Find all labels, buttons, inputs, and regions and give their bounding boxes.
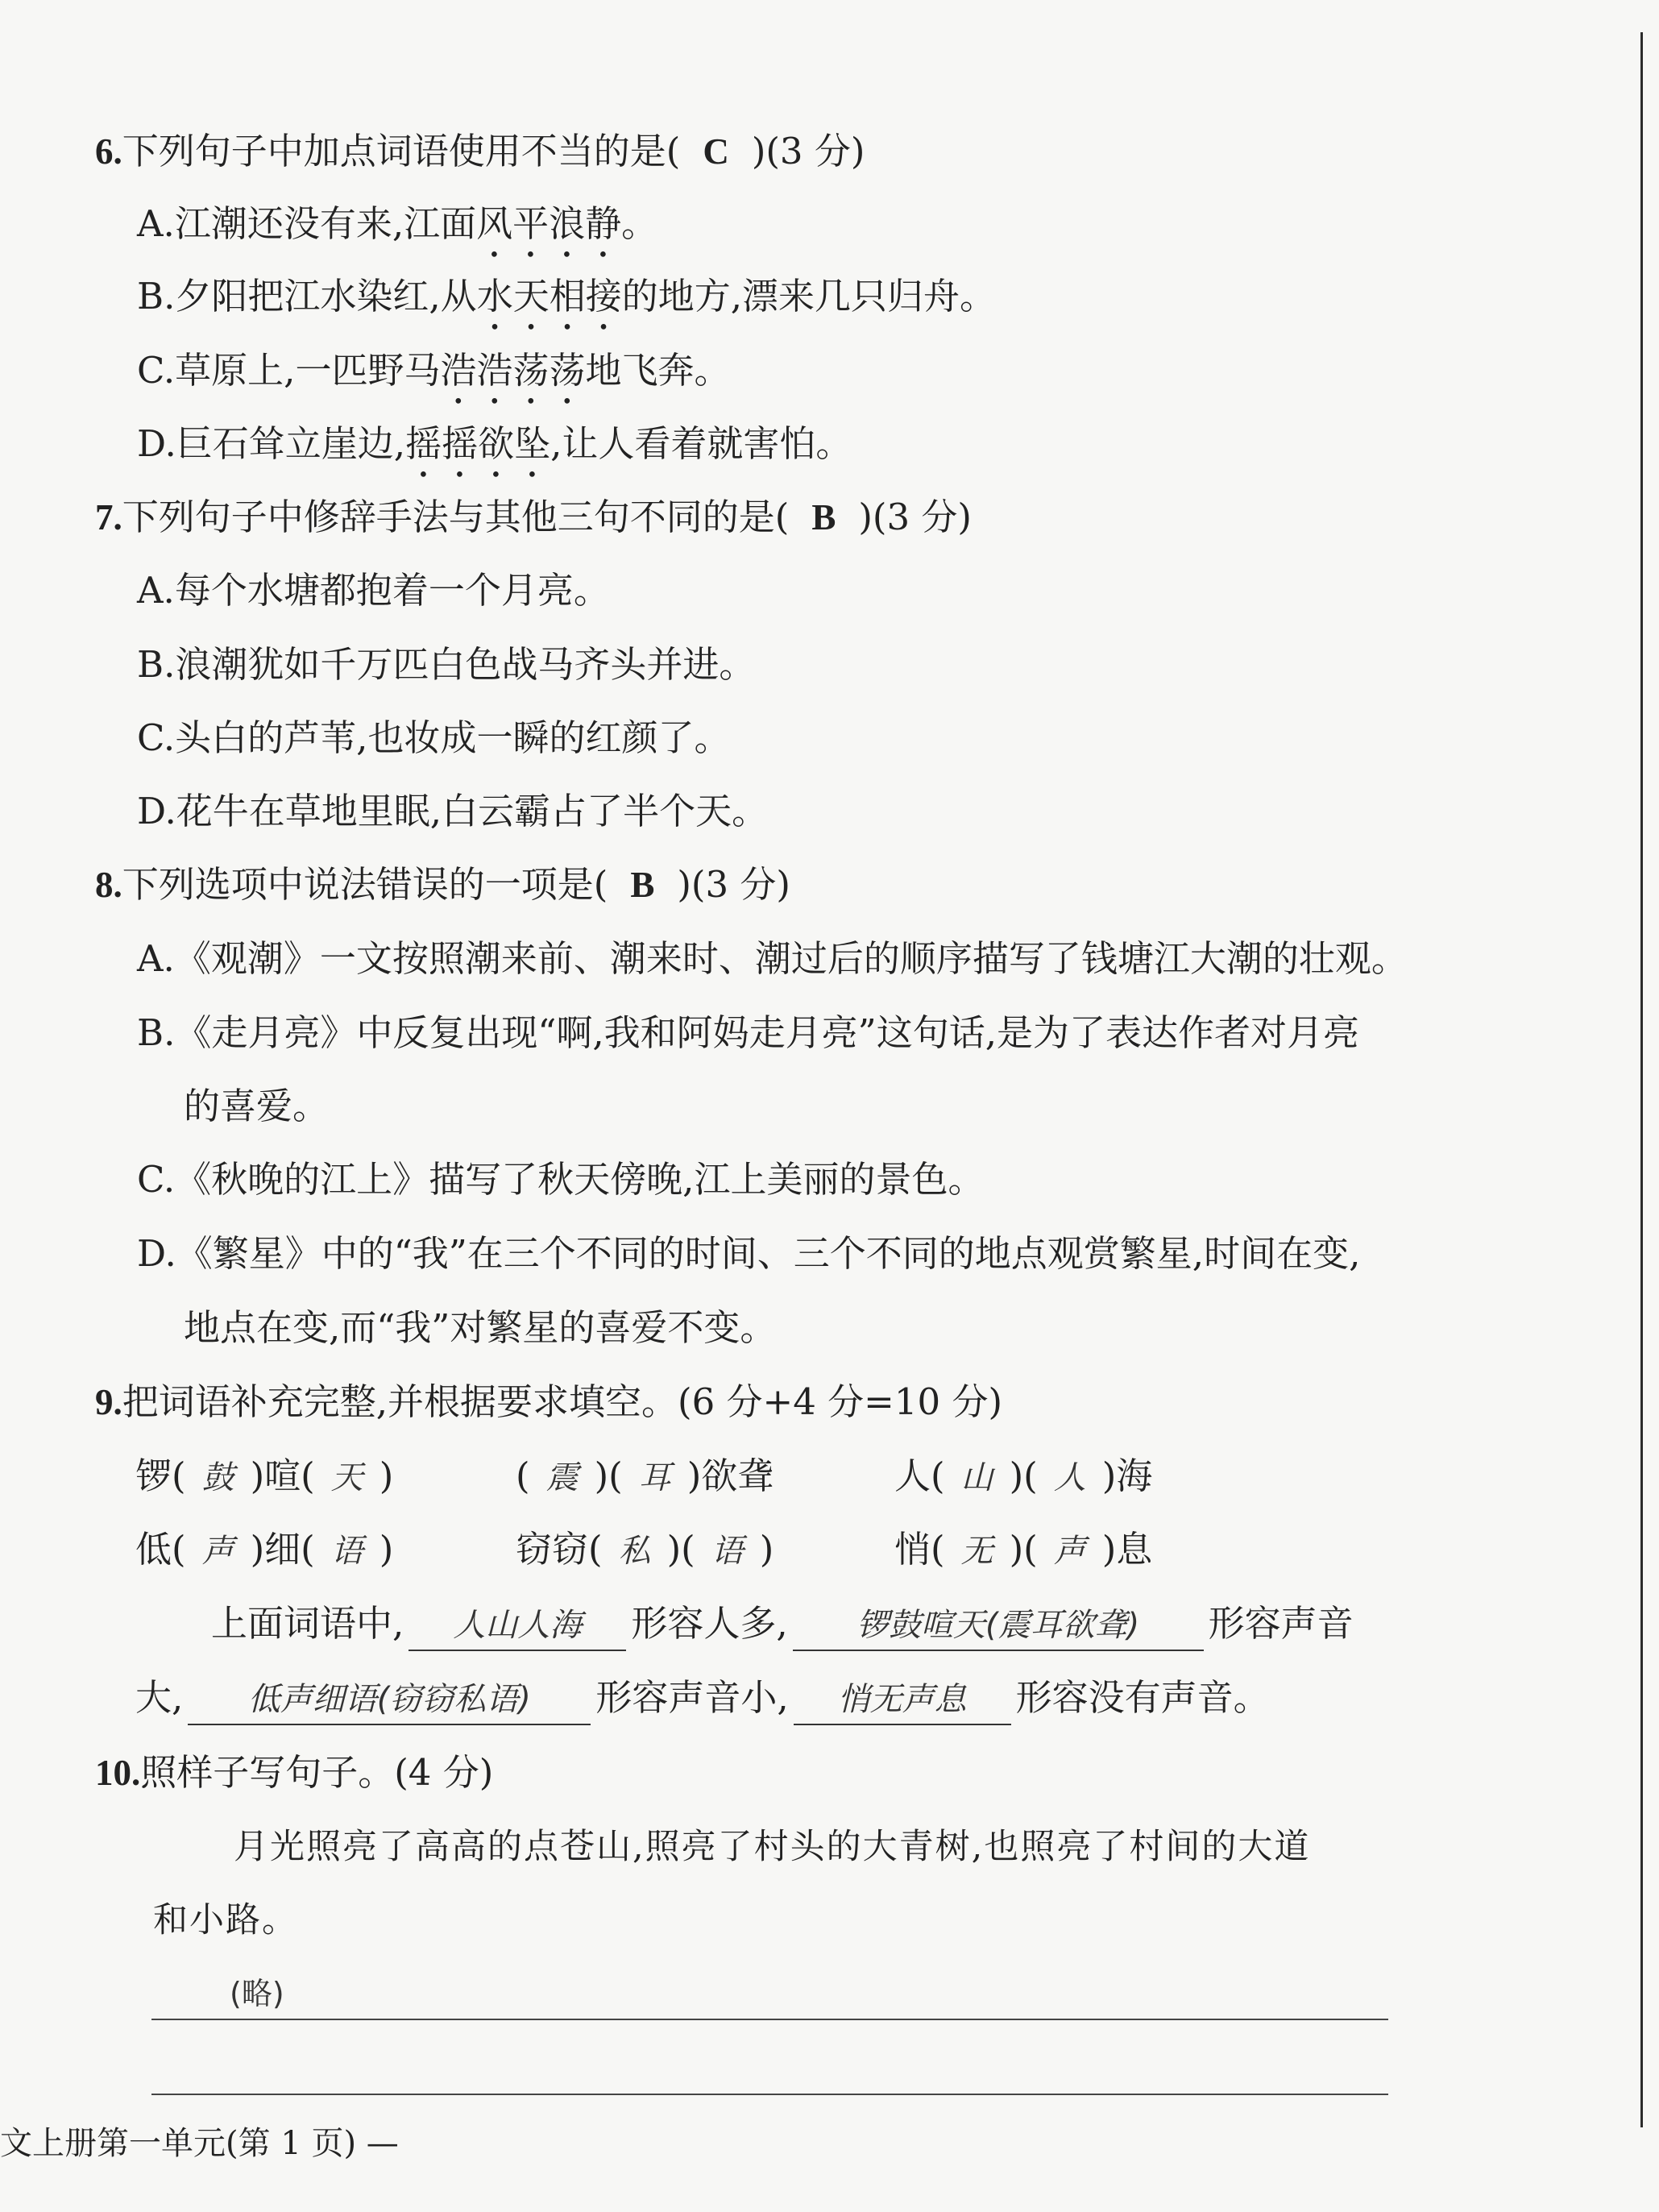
q6-number: 6.	[95, 131, 122, 172]
option-label: C.	[137, 1158, 176, 1201]
q6-option-c	[137, 347, 730, 413]
word-text: )(	[594, 1455, 623, 1497]
handwritten-answer: 声	[201, 1533, 234, 1570]
handwritten-answer: 语	[711, 1533, 744, 1570]
option-text: 的喜爱。	[184, 1085, 330, 1127]
word-text: 低(	[135, 1528, 186, 1571]
q9-stem	[95, 1378, 1002, 1426]
q9-stem-text: 把词语补充完整,并根据要求填空。(6 分+4 分=10 分)	[122, 1380, 1003, 1423]
q9-fill-line-1	[211, 1600, 1354, 1651]
word-text: )	[759, 1528, 774, 1571]
option-text: 浪潮犹如千万匹白色战马齐头并进。	[175, 643, 756, 686]
word-text: 悄(	[894, 1528, 945, 1571]
fill-text: 上面词语中,	[211, 1602, 404, 1645]
answer-writing-line	[151, 2094, 1388, 2095]
q7-option-a	[137, 566, 610, 615]
q8-score: )(3 分)	[677, 863, 790, 906]
word-text: )(	[1009, 1528, 1038, 1571]
word-text: )	[379, 1528, 394, 1571]
fill-text: 形容声音	[1208, 1602, 1354, 1645]
option-text: 的地方,漂来几只归舟。	[621, 275, 997, 317]
word-item	[516, 1452, 774, 1502]
page-footer: 文上册第一单元(第 1 页) —	[0, 2125, 399, 2162]
q7-stem-text: 下列句子中修辞手法与其他三句不同的是(	[122, 496, 790, 538]
option-label: D.	[137, 790, 176, 832]
option-text: 巨石耸立崖边,	[176, 422, 406, 465]
fill-text: 形容没有声音。	[1015, 1676, 1270, 1719]
option-text: 地飞奔。	[585, 349, 731, 392]
option-label: B.	[137, 1011, 176, 1054]
q10-answer: (略)	[230, 1976, 284, 2011]
word-text: 人(	[894, 1455, 945, 1497]
fill-text: 形容人多,	[631, 1602, 788, 1645]
word-text: (	[516, 1455, 530, 1497]
word-text: )细(	[250, 1528, 315, 1571]
word-item	[135, 1525, 393, 1575]
handwritten-blank-answer: 低声细语(窃窃私语)	[188, 1675, 591, 1725]
option-label: B.	[137, 643, 176, 686]
option-text: 《繁星》中的“我”在三个不同的时间、三个不同的地点观赏繁星,时间在变,	[176, 1232, 1361, 1275]
q8-answer: B	[630, 865, 655, 905]
q8-option-d-continued	[184, 1304, 776, 1352]
word-text: )欲聋	[686, 1455, 774, 1497]
fill-text: 大,	[135, 1676, 184, 1719]
dotted-phrase: 浩浩荡荡	[440, 349, 586, 392]
handwritten-answer: 语	[330, 1533, 363, 1570]
word-text: )息	[1101, 1528, 1153, 1571]
dotted-phrase: 风平浪静	[476, 202, 622, 245]
option-text: 江潮还没有来,江面	[174, 202, 477, 245]
q8-option-d	[137, 1230, 1360, 1278]
q9-number: 9.	[95, 1382, 122, 1422]
word-text: )	[379, 1455, 394, 1497]
q6-option-a	[137, 200, 657, 266]
option-text: 花牛在草地里眠,白云霸占了半个天。	[176, 790, 769, 832]
q7-score: )(3 分)	[858, 496, 972, 538]
word-item	[894, 1452, 1152, 1502]
option-text: 头白的芦苇,也妆成一瞬的红颜了。	[175, 716, 731, 759]
q8-option-b-continued	[184, 1082, 329, 1131]
option-label: C.	[137, 716, 176, 759]
handwritten-blank-answer: 锣鼓喧天(震耳欲聋)	[793, 1601, 1204, 1651]
word-item	[135, 1452, 393, 1502]
handwritten-blank-answer: 人山人海	[409, 1601, 626, 1651]
q8-number: 8.	[95, 865, 122, 905]
word-text: )(	[1009, 1455, 1038, 1497]
dotted-phrase: 摇摇欲坠	[405, 422, 551, 465]
handwritten-answer: 声	[1053, 1533, 1086, 1570]
option-label: A.	[137, 202, 175, 245]
word-text: 窃窃(	[516, 1528, 603, 1571]
handwritten-answer: 无	[960, 1533, 993, 1570]
q10-example-line-1: 月光照亮了高高的点苍山,照亮了村头的大青树,也照亮了村间的大道	[234, 1827, 1311, 1867]
handwritten-answer: 山	[960, 1459, 993, 1496]
handwritten-answer: 人	[1053, 1459, 1086, 1496]
q7-option-c	[137, 714, 730, 762]
word-item	[894, 1525, 1152, 1575]
option-label: B.	[137, 275, 176, 317]
dotted-phrase: 水天相接	[476, 275, 622, 317]
q8-stem	[95, 861, 790, 909]
handwritten-answer: 震	[545, 1459, 579, 1496]
word-text: 锣(	[135, 1455, 186, 1497]
q7-number: 7.	[95, 497, 122, 537]
page-edge-rule	[1640, 32, 1643, 2127]
handwritten-blank-answer: 悄无声息	[794, 1675, 1011, 1725]
q7-option-d	[137, 787, 768, 836]
option-label: D.	[137, 1232, 176, 1275]
word-text: )喧(	[250, 1455, 315, 1497]
option-text: ,让人看着就害怕。	[550, 422, 852, 465]
option-text: 地点在变,而“我”对繁星的喜爱不变。	[184, 1306, 777, 1349]
option-text: 每个水塘都抱着一个月亮。	[174, 569, 610, 612]
option-text: 《走月亮》中反复出现“啊,我和阿妈走月亮”这句话,是为了表达作者对月亮	[175, 1011, 1359, 1054]
handwritten-answer: 私	[618, 1533, 651, 1570]
q6-stem	[95, 127, 865, 176]
q10-stem	[95, 1749, 493, 1797]
q8-option-c	[137, 1156, 984, 1204]
word-text: )海	[1101, 1455, 1153, 1497]
q6-stem-text: 下列句子中加点词语使用不当的是(	[122, 130, 681, 172]
q7-answer: B	[811, 497, 836, 537]
q10-number: 10.	[95, 1753, 141, 1793]
handwritten-answer: 天	[330, 1459, 363, 1496]
fill-text: 形容声音小,	[595, 1676, 789, 1719]
q8-stem-text: 下列选项中说法错误的一项是(	[122, 863, 608, 906]
q8-option-b	[137, 1009, 1359, 1057]
q7-option-b	[137, 641, 755, 689]
option-text: 草原上,一匹野马	[175, 349, 441, 392]
option-label: A.	[137, 937, 175, 980]
q10-example-line-2: 和小路。	[153, 1900, 298, 1940]
q8-option-a	[137, 935, 1408, 983]
word-item	[516, 1525, 774, 1575]
word-text: )(	[666, 1528, 695, 1571]
answer-writing-line	[151, 2019, 1388, 2020]
option-label: D.	[137, 422, 176, 465]
handwritten-answer: 鼓	[201, 1459, 234, 1496]
q9-fill-line-2	[135, 1674, 1270, 1725]
option-text: 《秋晚的江上》描写了秋天傍晚,江上美丽的景色。	[175, 1158, 985, 1201]
q6-option-b	[137, 272, 996, 338]
option-label: A.	[137, 569, 175, 612]
q6-answer: C	[703, 131, 729, 172]
option-label: C.	[137, 349, 176, 392]
q7-stem	[95, 493, 972, 542]
handwritten-answer: 耳	[638, 1459, 671, 1496]
option-text: 《观潮》一文按照潮来前、潮来时、潮过后的顺序描写了钱塘江大潮的壮观。	[174, 937, 1408, 980]
q6-score: )(3 分)	[751, 130, 865, 172]
option-text: 夕阳把江水染红,从	[175, 275, 477, 317]
q10-stem-text: 照样子写句子。(4 分)	[140, 1751, 494, 1794]
q6-option-d	[137, 420, 852, 486]
option-text: 。	[621, 202, 658, 245]
